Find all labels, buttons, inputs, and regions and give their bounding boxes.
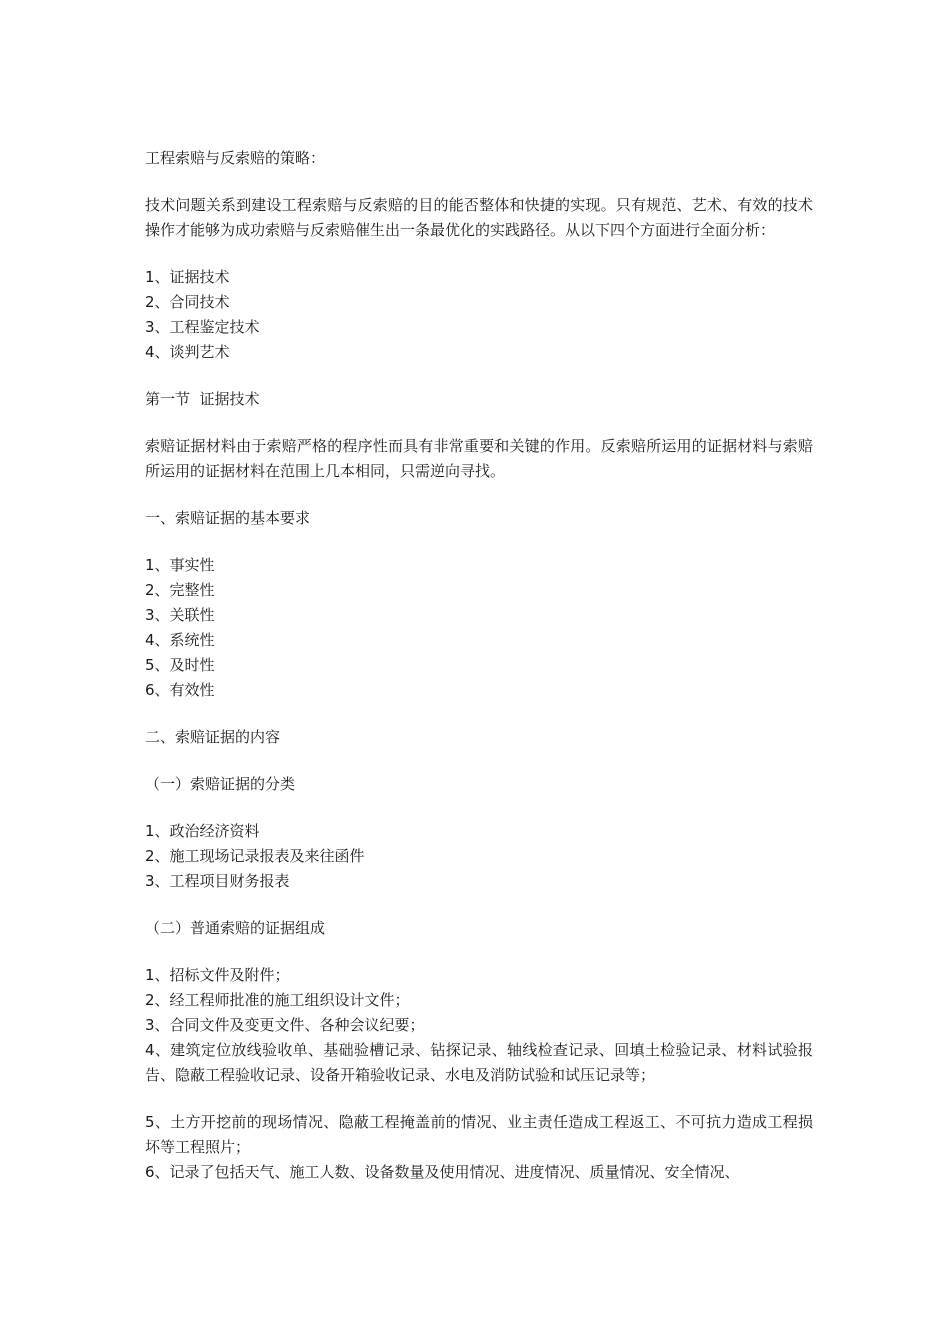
list-item: 3、工程项目财务报表 xyxy=(145,872,290,890)
list-item: 3、工程鉴定技术 xyxy=(145,318,260,336)
list-item: 4、系统性 xyxy=(145,631,215,649)
list-item: 3、关联性 xyxy=(145,606,215,624)
section-paragraph: 索赔证据材料由于索赔严格的程序性而具有非常重要和关键的作用。反索赔所运用的证据材料与索赔所运用的证据材料在范围上几本相同，只需逆向寻找。 xyxy=(145,437,813,480)
document-title: 工程索赔与反索赔的策略： xyxy=(145,149,326,167)
list-item: 2、合同技术 xyxy=(145,293,230,311)
list-item: 1、事实性 xyxy=(145,556,215,574)
list-item: 2、施工现场记录报表及来往函件 xyxy=(145,847,365,865)
document-body xyxy=(145,146,813,1185)
aspects-list xyxy=(145,265,813,365)
subsection-heading: （二）普通索赔的证据组成 xyxy=(145,919,326,937)
requirements-list xyxy=(145,553,813,703)
list-item: 3、合同文件及变更文件、各种会议纪要； xyxy=(145,1016,425,1034)
classes-list xyxy=(145,819,813,894)
list-item: 2、完整性 xyxy=(145,581,215,599)
list-item: 1、证据技术 xyxy=(145,268,230,286)
subsection-heading: 一、索赔证据的基本要求 xyxy=(145,509,311,527)
composition-list xyxy=(145,963,813,1185)
list-item: 6、记录了包括天气、施工人数、设备数量及使用情况、进度情况、质量情况、安全情况、 xyxy=(145,1163,740,1181)
subsection-heading: （一）索赔证据的分类 xyxy=(145,775,296,793)
list-item: 4、建筑定位放线验收单、基础验槽记录、钻探记录、轴线检查记录、回填土检验记录、材料试验报告、隐蔽工程验收记录、设备开箱验收记录、水电及消防试验和试压记录等； xyxy=(145,1041,813,1084)
list-item: 1、招标文件及附件； xyxy=(145,966,290,984)
intro-paragraph: 技术问题关系到建设工程索赔与反索赔的目的能否整体和快捷的实现。只有规范、艺术、有效的技术操作才能够为成功索赔与反索赔催生出一条最优化的实践路径。从以下四个方面进行全面分析： xyxy=(145,196,813,239)
list-item: 1、政治经济资料 xyxy=(145,822,260,840)
subsection-heading: 二、索赔证据的内容 xyxy=(145,728,281,746)
list-item: 6、有效性 xyxy=(145,681,215,699)
list-item: 2、经工程师批准的施工组织设计文件； xyxy=(145,991,410,1009)
list-item: 4、谈判艺术 xyxy=(145,343,230,361)
section-heading: 第一节 证据技术 xyxy=(145,390,260,408)
list-item: 5、及时性 xyxy=(145,656,215,674)
list-item: 5、土方开挖前的现场情况、隐蔽工程掩盖前的情况、业主责任造成工程返工、不可抗力造成工程损坏等工程照片； xyxy=(145,1113,813,1156)
